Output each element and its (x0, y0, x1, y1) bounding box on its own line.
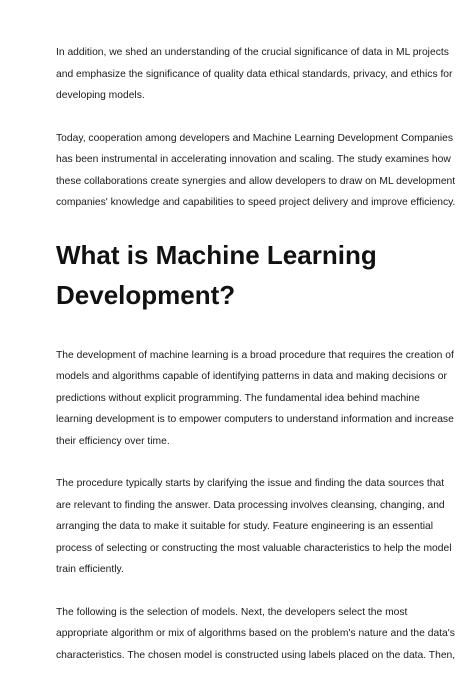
text-line: process of selecting or constructing the most valuable characteristics to help the model (56, 542, 452, 554)
body-paragraph-2 (56, 473, 452, 581)
text-line: The development of machine learning is a broad procedure that requires the creation of (56, 349, 454, 361)
text-line: predictions without explicit programming. The fundamental idea behind machine (56, 392, 420, 404)
heading-line: What is Machine Learning (56, 239, 377, 270)
text-line: The procedure typically starts by clarifying the issue and finding the data sources that (56, 478, 445, 489)
text-line: has been instrumental in accelerating innovation and scaling. The study examines how (56, 154, 451, 165)
intro-paragraph-2 (56, 128, 456, 214)
text-line: their efficiency over time. (56, 435, 170, 447)
text-line: are relevant to finding the answer. Data processing involves cleansing, changing, and (56, 499, 445, 511)
section-heading (56, 235, 430, 315)
text-line: The following is the selection of models. Next, the developers select the most (56, 606, 408, 618)
text-line: In addition, we shed an understanding of the crucial significance of data in ML projects (56, 47, 449, 58)
text-line: arranging the data to make it suitable for study. Feature engineering is an essential (56, 521, 434, 532)
text-line: and emphasize the significance of quality data ethical standards, privacy, and ethics for (56, 68, 453, 80)
text-line: companies' knowledge and capabilities to speed project delivery and improve efficiency. (56, 197, 456, 208)
intro-paragraph-1 (56, 42, 453, 107)
text-line: Today, cooperation among developers and Machine Learning Development Companies (56, 132, 454, 144)
document-page (56, 42, 456, 687)
text-line: train efficiently. (56, 564, 124, 575)
text-line: appropriate algorithm or mix of algorithms based on the problem's nature and the data's (56, 628, 455, 639)
text-line: learning development is to empower computers to understand information and increase (56, 414, 454, 425)
text-line: models and algorithms capable of identifying patterns in data and making decisions or (56, 371, 447, 382)
text-line: developing models. (56, 90, 145, 101)
text-line: these collaborations create synergies and allow developers to draw on ML development (56, 175, 456, 187)
text-line: characteristics. The chosen model is constructed using labels placed on the data. Then, (56, 649, 456, 661)
body-paragraph-1 (56, 345, 454, 453)
heading-line: Development? (56, 279, 236, 310)
body-paragraph-3 (56, 602, 456, 667)
